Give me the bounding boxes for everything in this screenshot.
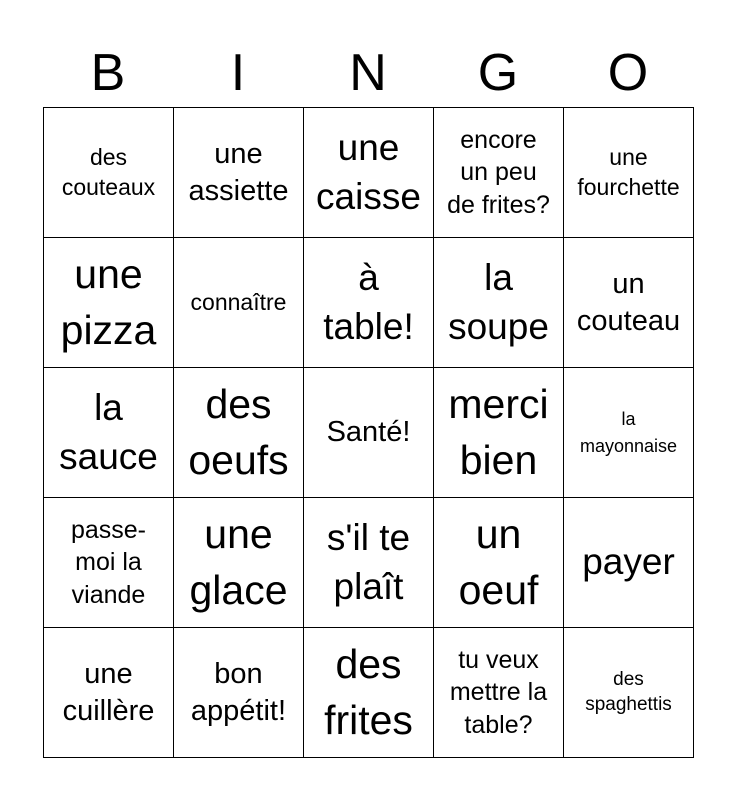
header-letter-g: G xyxy=(477,44,519,102)
cell-text: payer xyxy=(582,541,675,583)
bingo-cell[interactable] xyxy=(174,238,304,368)
bingo-cell[interactable] xyxy=(304,368,434,498)
cell-text: tu veux mettre la table? xyxy=(449,645,548,739)
cell-text: à table! xyxy=(323,257,414,347)
cell-text: un oeuf xyxy=(458,511,539,613)
bingo-cell[interactable] xyxy=(434,368,564,498)
bingo-header xyxy=(43,40,693,106)
bingo-cell[interactable] xyxy=(44,498,174,628)
header-letter-n: N xyxy=(349,44,387,102)
bingo-cell[interactable] xyxy=(434,628,564,758)
bingo-cell[interactable] xyxy=(434,108,564,238)
cell-text: des frites xyxy=(324,641,413,743)
cell-text: une cuillère xyxy=(62,658,155,727)
cell-text: une fourchette xyxy=(577,143,680,200)
cell-text: encore un peu de frites? xyxy=(447,125,550,219)
cell-text: des couteaux xyxy=(61,143,156,200)
cell-text: des oeufs xyxy=(188,381,289,483)
bingo-cell[interactable] xyxy=(174,498,304,628)
bingo-cell[interactable] xyxy=(174,628,304,758)
bingo-cell[interactable] xyxy=(304,108,434,238)
header-letter-i: I xyxy=(230,44,246,102)
bingo-cell[interactable] xyxy=(44,238,174,368)
header-letter-b: B xyxy=(90,44,126,102)
cell-text: une glace xyxy=(189,511,288,613)
bingo-cell[interactable] xyxy=(174,368,304,498)
bingo-cell[interactable] xyxy=(434,498,564,628)
bingo-cell[interactable] xyxy=(564,368,694,498)
cell-text: des spaghettis xyxy=(585,668,672,715)
cell-text: une caisse xyxy=(316,127,421,217)
bingo-cell[interactable] xyxy=(564,628,694,758)
bingo-cell[interactable] xyxy=(174,108,304,238)
cell-text: connaître xyxy=(190,288,287,315)
bingo-cell[interactable] xyxy=(564,108,694,238)
cell-text: une assiette xyxy=(188,138,289,207)
bingo-cell[interactable] xyxy=(304,238,434,368)
cell-text: Santé! xyxy=(326,416,411,449)
bingo-cell[interactable] xyxy=(564,238,694,368)
bingo-cell[interactable] xyxy=(304,498,434,628)
bingo-cell[interactable] xyxy=(434,238,564,368)
cell-text: s'il te plaît xyxy=(326,517,411,607)
bingo-cell[interactable] xyxy=(44,368,174,498)
header-letter-o: O xyxy=(607,44,649,102)
bingo-board xyxy=(43,107,694,758)
cell-text: merci bien xyxy=(448,381,549,483)
bingo-cell[interactable] xyxy=(44,108,174,238)
bingo-cell[interactable] xyxy=(304,628,434,758)
cell-text: la sauce xyxy=(59,387,158,477)
cell-text: la mayonnaise xyxy=(579,408,678,456)
cell-text: un couteau xyxy=(576,268,681,337)
cell-text: passe- moi la viande xyxy=(70,515,147,609)
cell-text: une pizza xyxy=(60,251,157,353)
bingo-cell[interactable] xyxy=(44,628,174,758)
cell-text: bon appétit! xyxy=(190,658,287,727)
cell-text: la soupe xyxy=(448,257,549,347)
bingo-cell[interactable] xyxy=(564,498,694,628)
